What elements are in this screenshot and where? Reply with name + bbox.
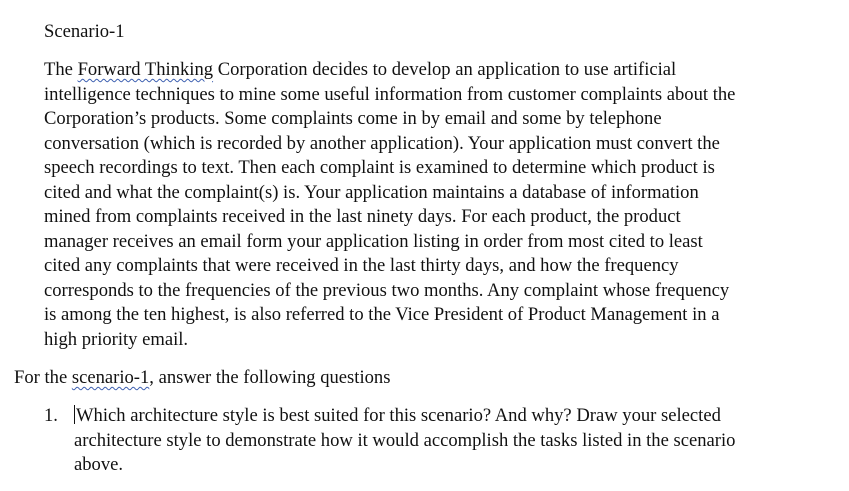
paragraph-line: high priority email. <box>44 328 189 350</box>
instruction-line <box>14 366 390 390</box>
paragraph-line: speech recordings to text. Then each complaint is examined to determine which product is <box>44 157 715 178</box>
spellcheck-underlined-text: scenario-1 <box>71 367 150 388</box>
paragraph-line: corresponds to the frequencies of the previous two months. Any complaint whose frequency <box>44 279 730 301</box>
scenario-heading: Scenario-1 <box>44 21 125 42</box>
question-line-text: Which architecture style is best suited for this scenario? And why? Draw your selected <box>76 405 721 426</box>
paragraph-line: mined from complaints received in the last ninety days. For each product, the product <box>44 206 681 227</box>
instruction-text: For the <box>14 367 72 388</box>
paragraph-line: intelligence techniques to mine some useful information from customer complaints about the <box>44 83 736 105</box>
question-line <box>74 404 735 429</box>
paragraph-line: Corporation’s products. Some complaints come in by email and some by telephone <box>44 108 662 129</box>
question-number: 1. <box>44 405 58 426</box>
line-text: The <box>44 59 78 80</box>
question-text <box>74 404 735 478</box>
paragraph-line: is among the ten highest, is also referred to the Vice President of Product Management in a <box>44 304 720 325</box>
paragraph-line: cited any complaints that were received in the last thirty days, and how the frequency <box>44 255 679 276</box>
text-cursor <box>74 405 75 424</box>
paragraph-line: manager receives an email form your application listing in order from most cited to least <box>44 230 703 252</box>
spellcheck-underlined-text: Forward Thinking <box>77 59 214 80</box>
question-line: architecture style to demonstrate how it would accomplish the tasks listed in the scenario <box>74 429 736 451</box>
line-text: Corporation decides to develop an application to use artificial <box>213 59 677 80</box>
paragraph-line <box>44 58 804 83</box>
paragraph-line: conversation (which is recorded by another application). Your application must convert the <box>44 132 720 154</box>
scenario-paragraph <box>44 58 804 352</box>
paragraph-line: cited and what the complaint(s) is. Your application maintains a database of information <box>44 181 699 203</box>
instruction-text: , answer the following questions <box>149 367 391 388</box>
question-line: above. <box>74 454 124 475</box>
